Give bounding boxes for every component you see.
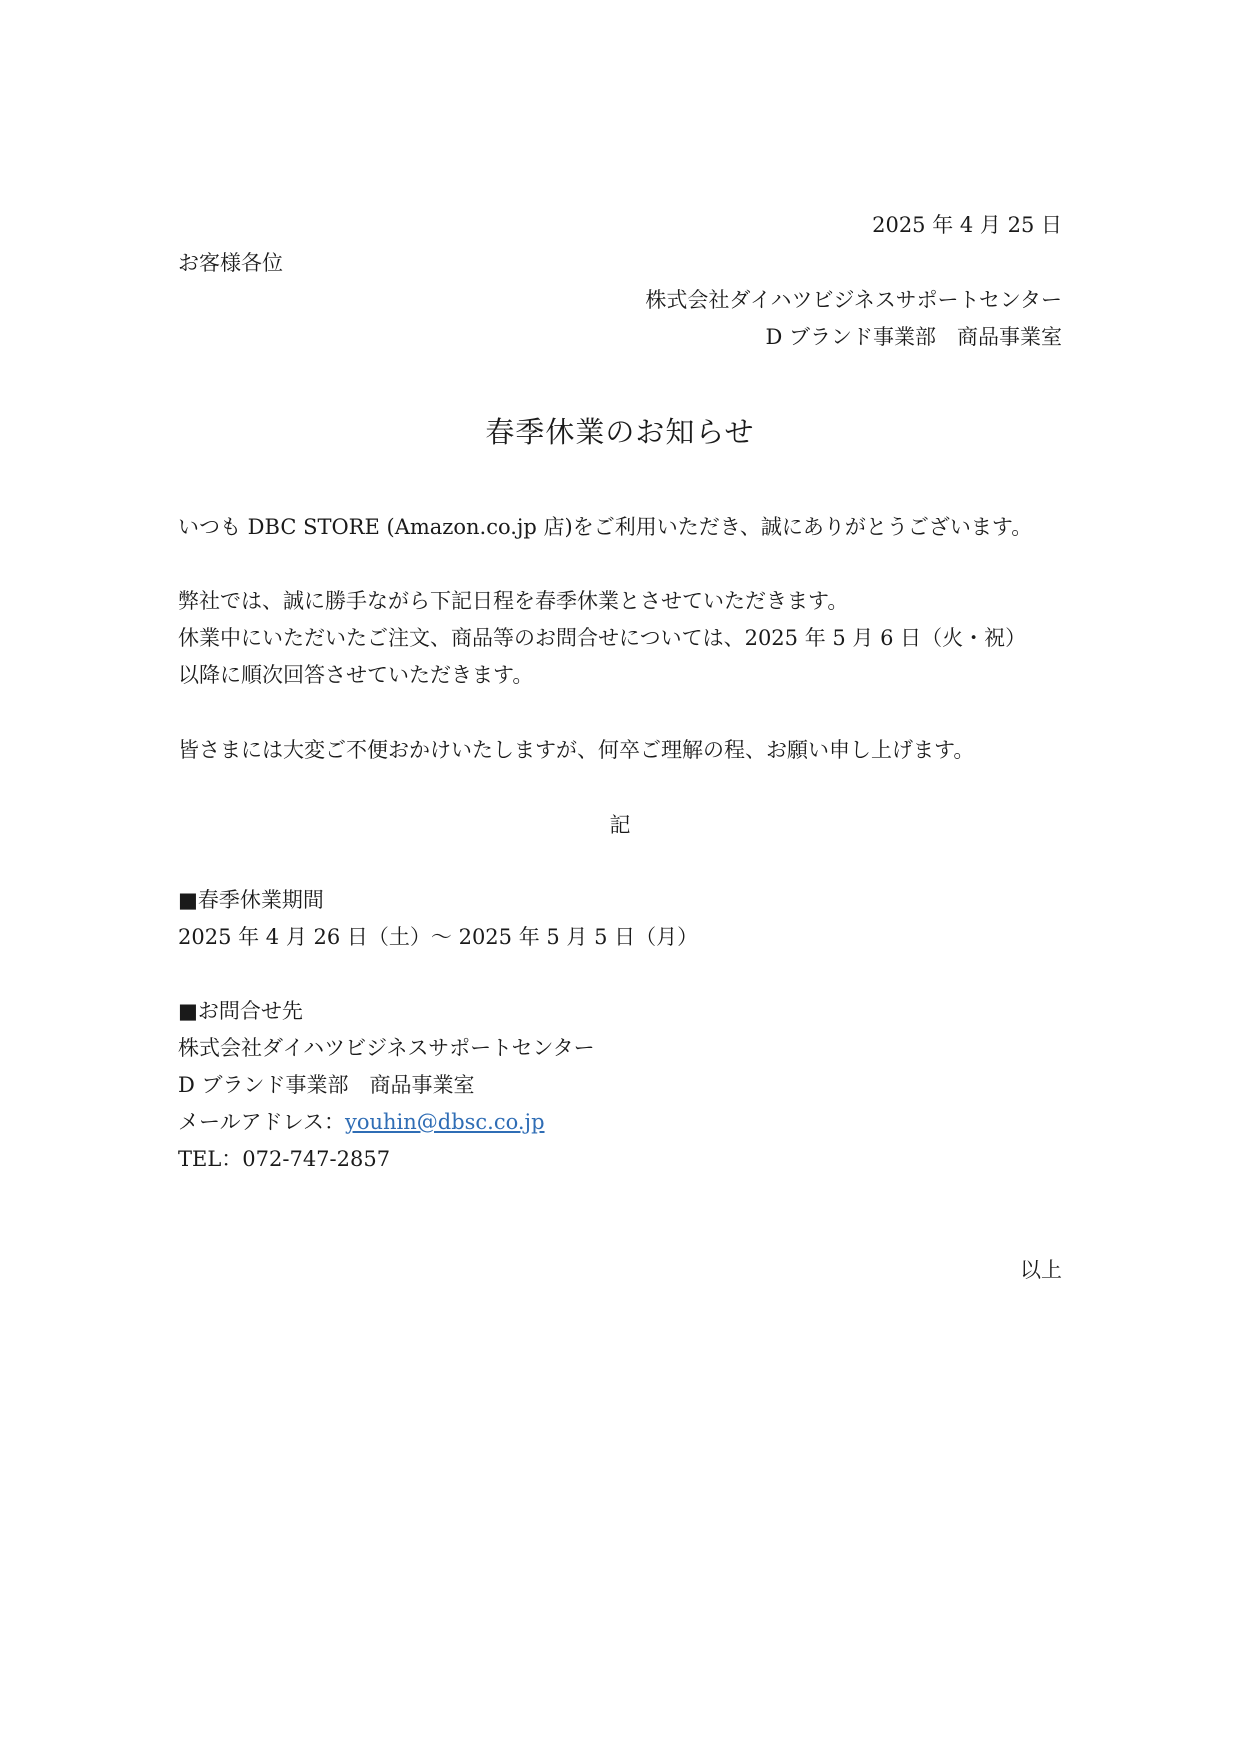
issue-date: 2025 年 4 月 25 日 [872, 213, 1062, 237]
contact-tel: TEL：072-747-2857 [178, 1147, 391, 1171]
notice-line-2: 休業中にいただいたご注文、商品等のお問合せについては、2025 年 5 月 6 日（火・祝） [178, 626, 1027, 650]
ki-mark: 記 [609, 813, 631, 837]
notice-line-3: 以降に順次回答させていただきます。 [178, 663, 534, 687]
apology-paragraph: 皆さまには大変ご不便おかけいたしますが、何卒ご理解の程、お願い申し上げます。 [178, 738, 975, 762]
sender-department: D ブランド事業部 商品事業室 [765, 325, 1062, 349]
contact-email-line [178, 1107, 545, 1137]
email-link[interactable]: youhin@dbsc.co.jp [344, 1110, 545, 1134]
contact-department: D ブランド事業部 商品事業室 [178, 1073, 475, 1097]
page-title: 春季休業のお知らせ [485, 415, 755, 449]
email-label: メールアドレス： [178, 1110, 345, 1134]
closing-ijo: 以上 [1020, 1258, 1062, 1282]
recipient: お客様各位 [178, 251, 283, 275]
period-heading: ■春季休業期間 [178, 888, 324, 912]
notice-line-1: 弊社では、誠に勝手ながら下記日程を春季休業とさせていただきます。 [178, 589, 849, 613]
sender-company: 株式会社ダイハツビジネスサポートセンター [645, 288, 1062, 312]
period-dates: 2025 年 4 月 26 日（土）～ 2025 年 5 月 5 日（月） [178, 925, 699, 949]
greeting-paragraph: いつも DBC STORE (Amazon.co.jp 店)をご利用いただき、誠にありがとうございます。 [178, 515, 1033, 539]
contact-heading: ■お問合せ先 [178, 999, 303, 1023]
contact-company: 株式会社ダイハツビジネスサポートセンター [178, 1036, 595, 1060]
